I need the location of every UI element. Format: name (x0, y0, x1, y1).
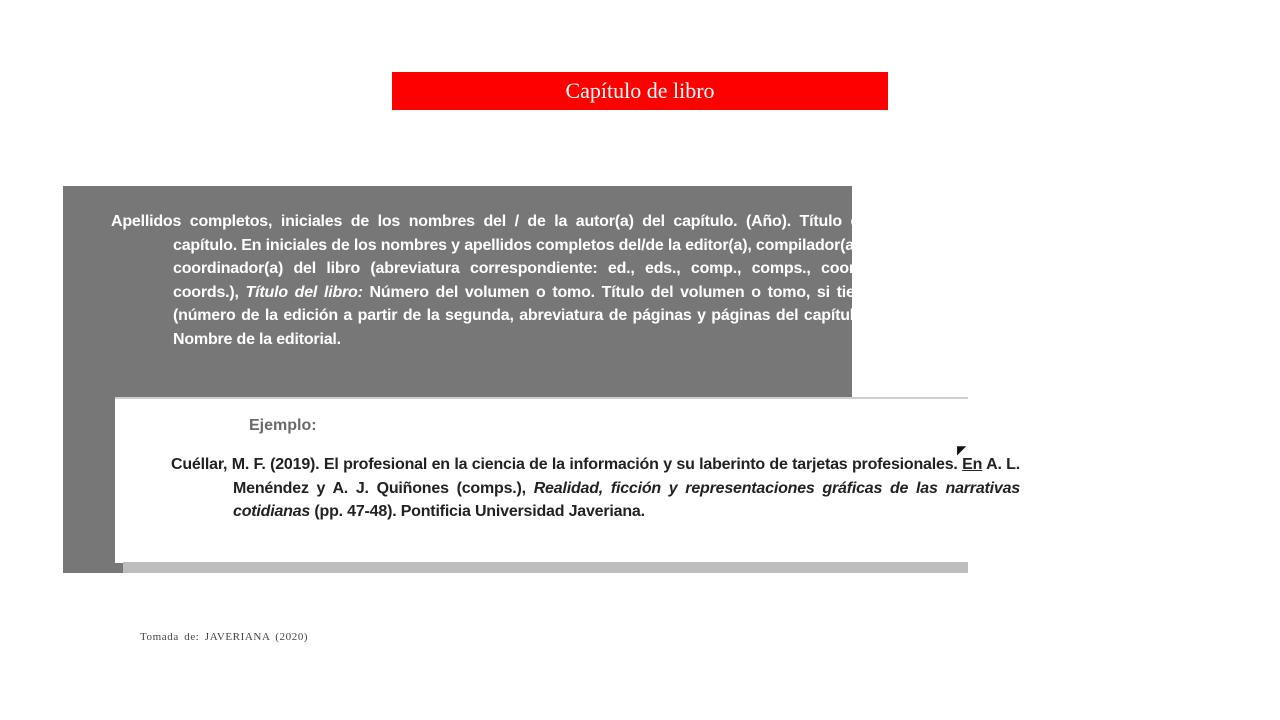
slide-title (392, 72, 888, 110)
example-box (115, 397, 1020, 563)
example-heading: Ejemplo: (249, 417, 317, 434)
source-caption: Tomada de: JAVERIANA (2020) (140, 631, 309, 643)
reference-figure (63, 186, 1020, 573)
example-reference (171, 453, 1020, 524)
format-text-italic: Título del libro: (245, 283, 363, 301)
format-text-part2: Número del volumen o tomo. Título del volumen o tomo, si tiene (número de la edición a partir de la segunda, abreviatura de páginas y páginas del capítulo). Nombre de la editorial. (173, 283, 873, 348)
example-part2: A. L. Menéndez y A. J. Quiñones (comps.), (233, 456, 1020, 497)
example-part1: Cuéllar, M. F. (2019). El profesional en la ciencia de la información y su laberinto de tarjetas profesionales. (171, 456, 963, 473)
bottom-strip (123, 562, 968, 573)
example-italic-title: Realidad, ficción y representaciones gráficas de las narrativas cotidianas (233, 479, 1020, 520)
example-en: En (962, 456, 983, 473)
format-text-part1: Apellidos completos, iniciales de los nombres del / de la autor(a) del capítulo. (Año). Título del capítulo. En iniciales de los nombres y apellidos completos del/de la editor(a), compilador(a) o coordinador(a) del libro (abreviatura correspondiente: ed., eds., comp., comps., coord., coords.), (111, 213, 873, 301)
corner-mark-icon: ◤ (957, 443, 967, 457)
format-description (111, 210, 873, 351)
slide-title-text: Capítulo de libro (565, 78, 715, 103)
example-part3: (pp. 47-48). Pontificia Universidad Javeriana. (310, 503, 645, 520)
